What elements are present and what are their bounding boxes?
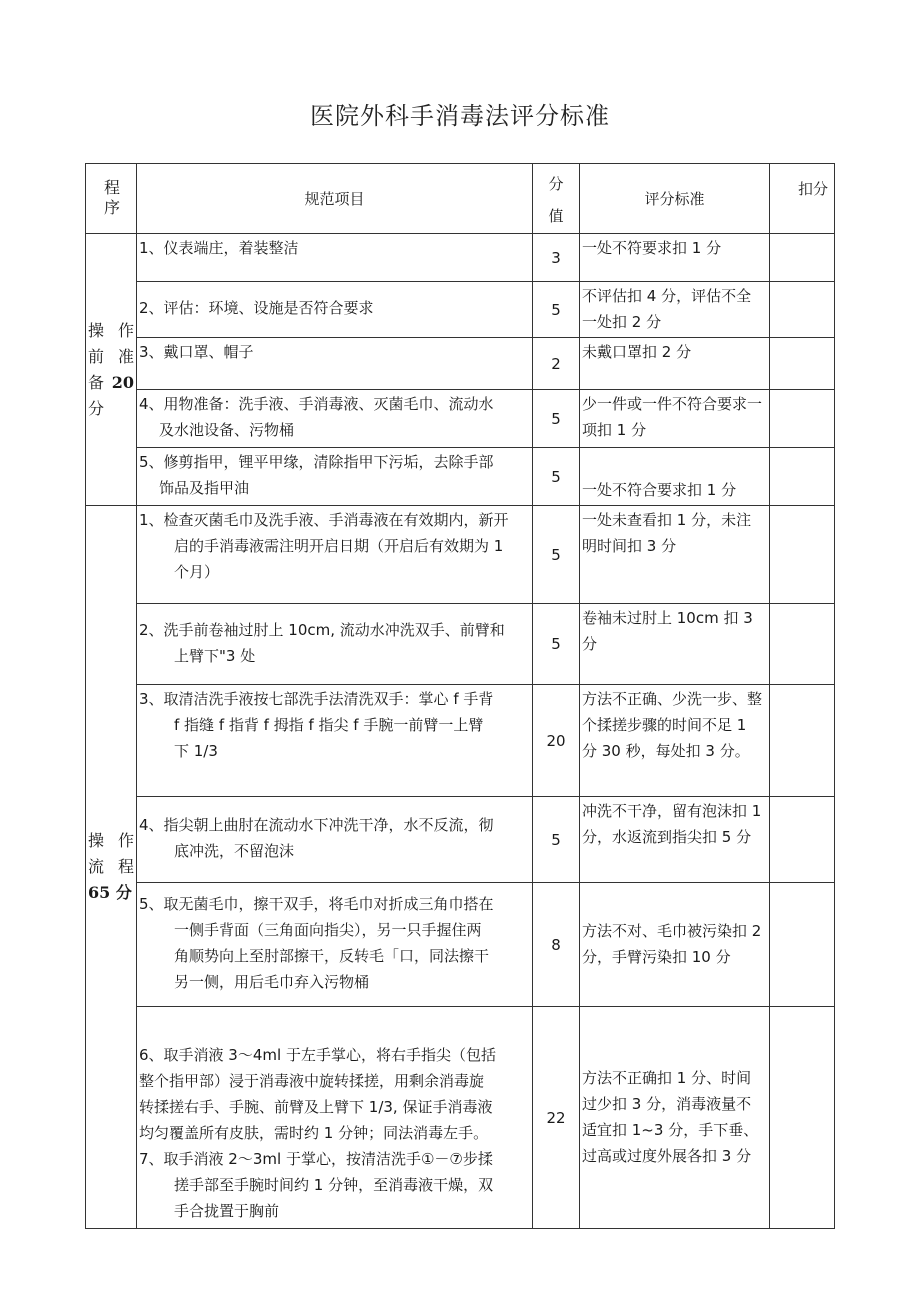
deduction-cell	[770, 390, 835, 448]
criteria-text: 一处不符合要求扣 1 分	[580, 448, 770, 506]
section-label-points: 20	[111, 372, 134, 392]
section-label-char: 准	[117, 346, 134, 366]
page-title: 医院外科手消毒法评分标准	[310, 102, 610, 130]
item-text: 均匀覆盖所有皮肤，需时约 1 分钟；同法消毒左手。	[139, 1124, 489, 1142]
item-cell	[137, 883, 533, 1007]
table-row	[86, 883, 835, 1007]
table-row	[86, 1007, 835, 1229]
deduction-cell	[770, 797, 835, 883]
item-cell	[137, 685, 533, 797]
section-label-char: 流	[88, 857, 105, 876]
header-score	[533, 164, 580, 234]
item-text: 及水池设备、污物桶	[159, 421, 295, 439]
section-label-points: 65 分	[88, 883, 132, 902]
section-label-char: 作	[117, 320, 134, 340]
item-cell	[137, 797, 533, 883]
criteria-text: 方法不对、毛巾被污染扣 2 分，手臂污染扣 10 分	[580, 883, 770, 1007]
item-text: 饰品及指甲油	[159, 479, 250, 497]
criteria-text: 不评估扣 4 分，评估不全一处扣 2 分	[580, 282, 770, 338]
item-text: 个月）	[174, 563, 220, 581]
score-value: 5	[533, 797, 580, 883]
item-cell	[137, 506, 533, 604]
score-value: 8	[533, 883, 580, 1007]
score-value: 5	[533, 390, 580, 448]
section-prep-label	[86, 234, 137, 506]
criteria-text: 方法不正确、少洗一步、整个揉搓步骤的时间不足 1 分 30 秒，每处扣 3 分。	[580, 685, 770, 797]
item-text: 1、检查灭菌毛巾及洗手液、手消毒液在有效期内，新开	[139, 511, 509, 529]
item-text: 下 1/3	[174, 742, 218, 760]
criteria-text: 少一件或一件不符合要求一项扣 1 分	[580, 390, 770, 448]
deduction-cell	[770, 604, 835, 685]
deduction-cell	[770, 506, 835, 604]
criteria-text: 一处未查看扣 1 分，未注明时间扣 3 分	[580, 506, 770, 604]
item-text: 整个指甲部）浸于消毒液中旋转揉搓，用剩余消毒旋	[139, 1072, 485, 1090]
score-value: 5	[533, 604, 580, 685]
header-deduction: 扣分	[770, 164, 835, 234]
item-text: 上臂下"3 处	[174, 646, 256, 665]
header-step-line2: 序	[103, 198, 120, 217]
item-text: 7、取手消液 2～3ml 于掌心，按清洁洗手①－⑦步揉	[139, 1150, 493, 1168]
table-row	[86, 338, 835, 390]
criteria-text: 未戴口罩扣 2 分	[580, 338, 770, 390]
item-text: f 指缝 f 指背 f 拇指 f 指尖 f 手腕一前臂一上臂	[174, 716, 484, 734]
item-text: 2、洗手前卷袖过肘上 10cm, 流动水冲洗双手、前臂和	[139, 620, 505, 639]
item-text: 搓手部至手腕时间约 1 分钟，至消毒液干燥，双	[174, 1176, 494, 1194]
item-text: 另一侧，用后毛巾弃入污物桶	[174, 973, 370, 991]
section-procedure-label	[86, 506, 137, 1229]
header-criteria: 评分标准	[580, 164, 770, 234]
item-text: 手合拢置于胸前	[174, 1202, 280, 1220]
criteria-text: 方法不正确扣 1 分、时间过少扣 3 分，消毒液量不适宜扣 1~3 分，手下垂、过高或过度外展各扣 3 分	[580, 1007, 770, 1229]
item-text: 3、戴口罩、帽子	[139, 343, 254, 361]
section-label-char: 操	[88, 320, 105, 340]
criteria-text: 卷袖未过肘上 10cm 扣 3 分	[580, 604, 770, 685]
item-text: 角顺势向上至肘部擦干，反转毛「口，同法擦干	[174, 947, 490, 965]
item-cell	[137, 604, 533, 685]
item-cell	[137, 338, 533, 390]
score-value: 5	[533, 282, 580, 338]
header-score-line1: 分	[548, 175, 564, 193]
section-label-char: 备	[88, 372, 105, 392]
item-text: 5、修剪指甲，锂平甲缘，清除指甲下污垢，去除手部	[139, 453, 494, 471]
item-text: 转揉搓右手、手腕、前臂及上臂下 1/3, 保证手消毒液	[139, 1098, 493, 1116]
score-value: 20	[533, 685, 580, 797]
score-value: 3	[533, 234, 580, 282]
item-text: 2、评估：环境、设施是否符合要求	[139, 299, 374, 317]
deduction-cell	[770, 282, 835, 338]
score-value: 2	[533, 338, 580, 390]
item-cell	[137, 234, 533, 282]
item-cell	[137, 282, 533, 338]
item-text: 6、取手消液 3～4ml 于左手掌心，将右手指尖（包括	[139, 1046, 496, 1064]
table-row	[86, 282, 835, 338]
item-cell	[137, 1007, 533, 1229]
criteria-text: 一处不符要求扣 1 分	[580, 234, 770, 282]
table-row	[86, 685, 835, 797]
score-value: 5	[533, 506, 580, 604]
item-text: 4、指尖朝上曲肘在流动水下冲洗干净，水不反流，彻	[139, 816, 494, 834]
criteria-text: 冲洗不干净，留有泡沫扣 1 分，水返流到指尖扣 5 分	[580, 797, 770, 883]
item-text: 4、用物准备：洗手液、手消毒液、灭菌毛巾、流动水	[139, 395, 494, 413]
deduction-cell	[770, 1007, 835, 1229]
deduction-cell	[770, 883, 835, 1007]
deduction-cell	[770, 234, 835, 282]
item-text: 1、仪表端庄，着装整洁	[139, 239, 299, 257]
deduction-cell	[770, 448, 835, 506]
table-row	[86, 390, 835, 448]
table-row	[86, 234, 835, 282]
section-label-char: 程	[117, 857, 134, 876]
header-step	[86, 164, 137, 234]
section-label-char: 作	[117, 831, 134, 850]
score-value: 22	[533, 1007, 580, 1229]
item-text: 底冲洗，不留泡沫	[174, 842, 295, 860]
table-row	[86, 797, 835, 883]
header-score-line2: 值	[548, 207, 564, 225]
item-text: 5、取无菌毛巾，擦干双手，将毛巾对折成三角巾搭在	[139, 895, 494, 913]
item-cell	[137, 390, 533, 448]
deduction-cell	[770, 685, 835, 797]
item-text: 启的手消毒液需注明开启日期（开启后有效期为 1	[174, 537, 504, 555]
scoring-table	[85, 163, 835, 1229]
header-step-line1: 程	[103, 178, 120, 197]
deduction-cell	[770, 338, 835, 390]
section-label-char: 操	[88, 831, 105, 850]
section-label-char: 分	[88, 398, 105, 418]
table-row	[86, 506, 835, 604]
item-cell	[137, 448, 533, 506]
table-row	[86, 604, 835, 685]
table-row	[86, 448, 835, 506]
score-value: 5	[533, 448, 580, 506]
item-text: 一侧手背面（三角面向指尖），另一只手握住两	[174, 921, 482, 939]
section-label-char: 前	[88, 346, 105, 366]
item-text: 3、取清洁洗手液按七部洗手法清洗双手：掌心 f 手背	[139, 690, 494, 708]
header-row	[86, 164, 835, 234]
header-item: 规范项目	[137, 164, 533, 234]
